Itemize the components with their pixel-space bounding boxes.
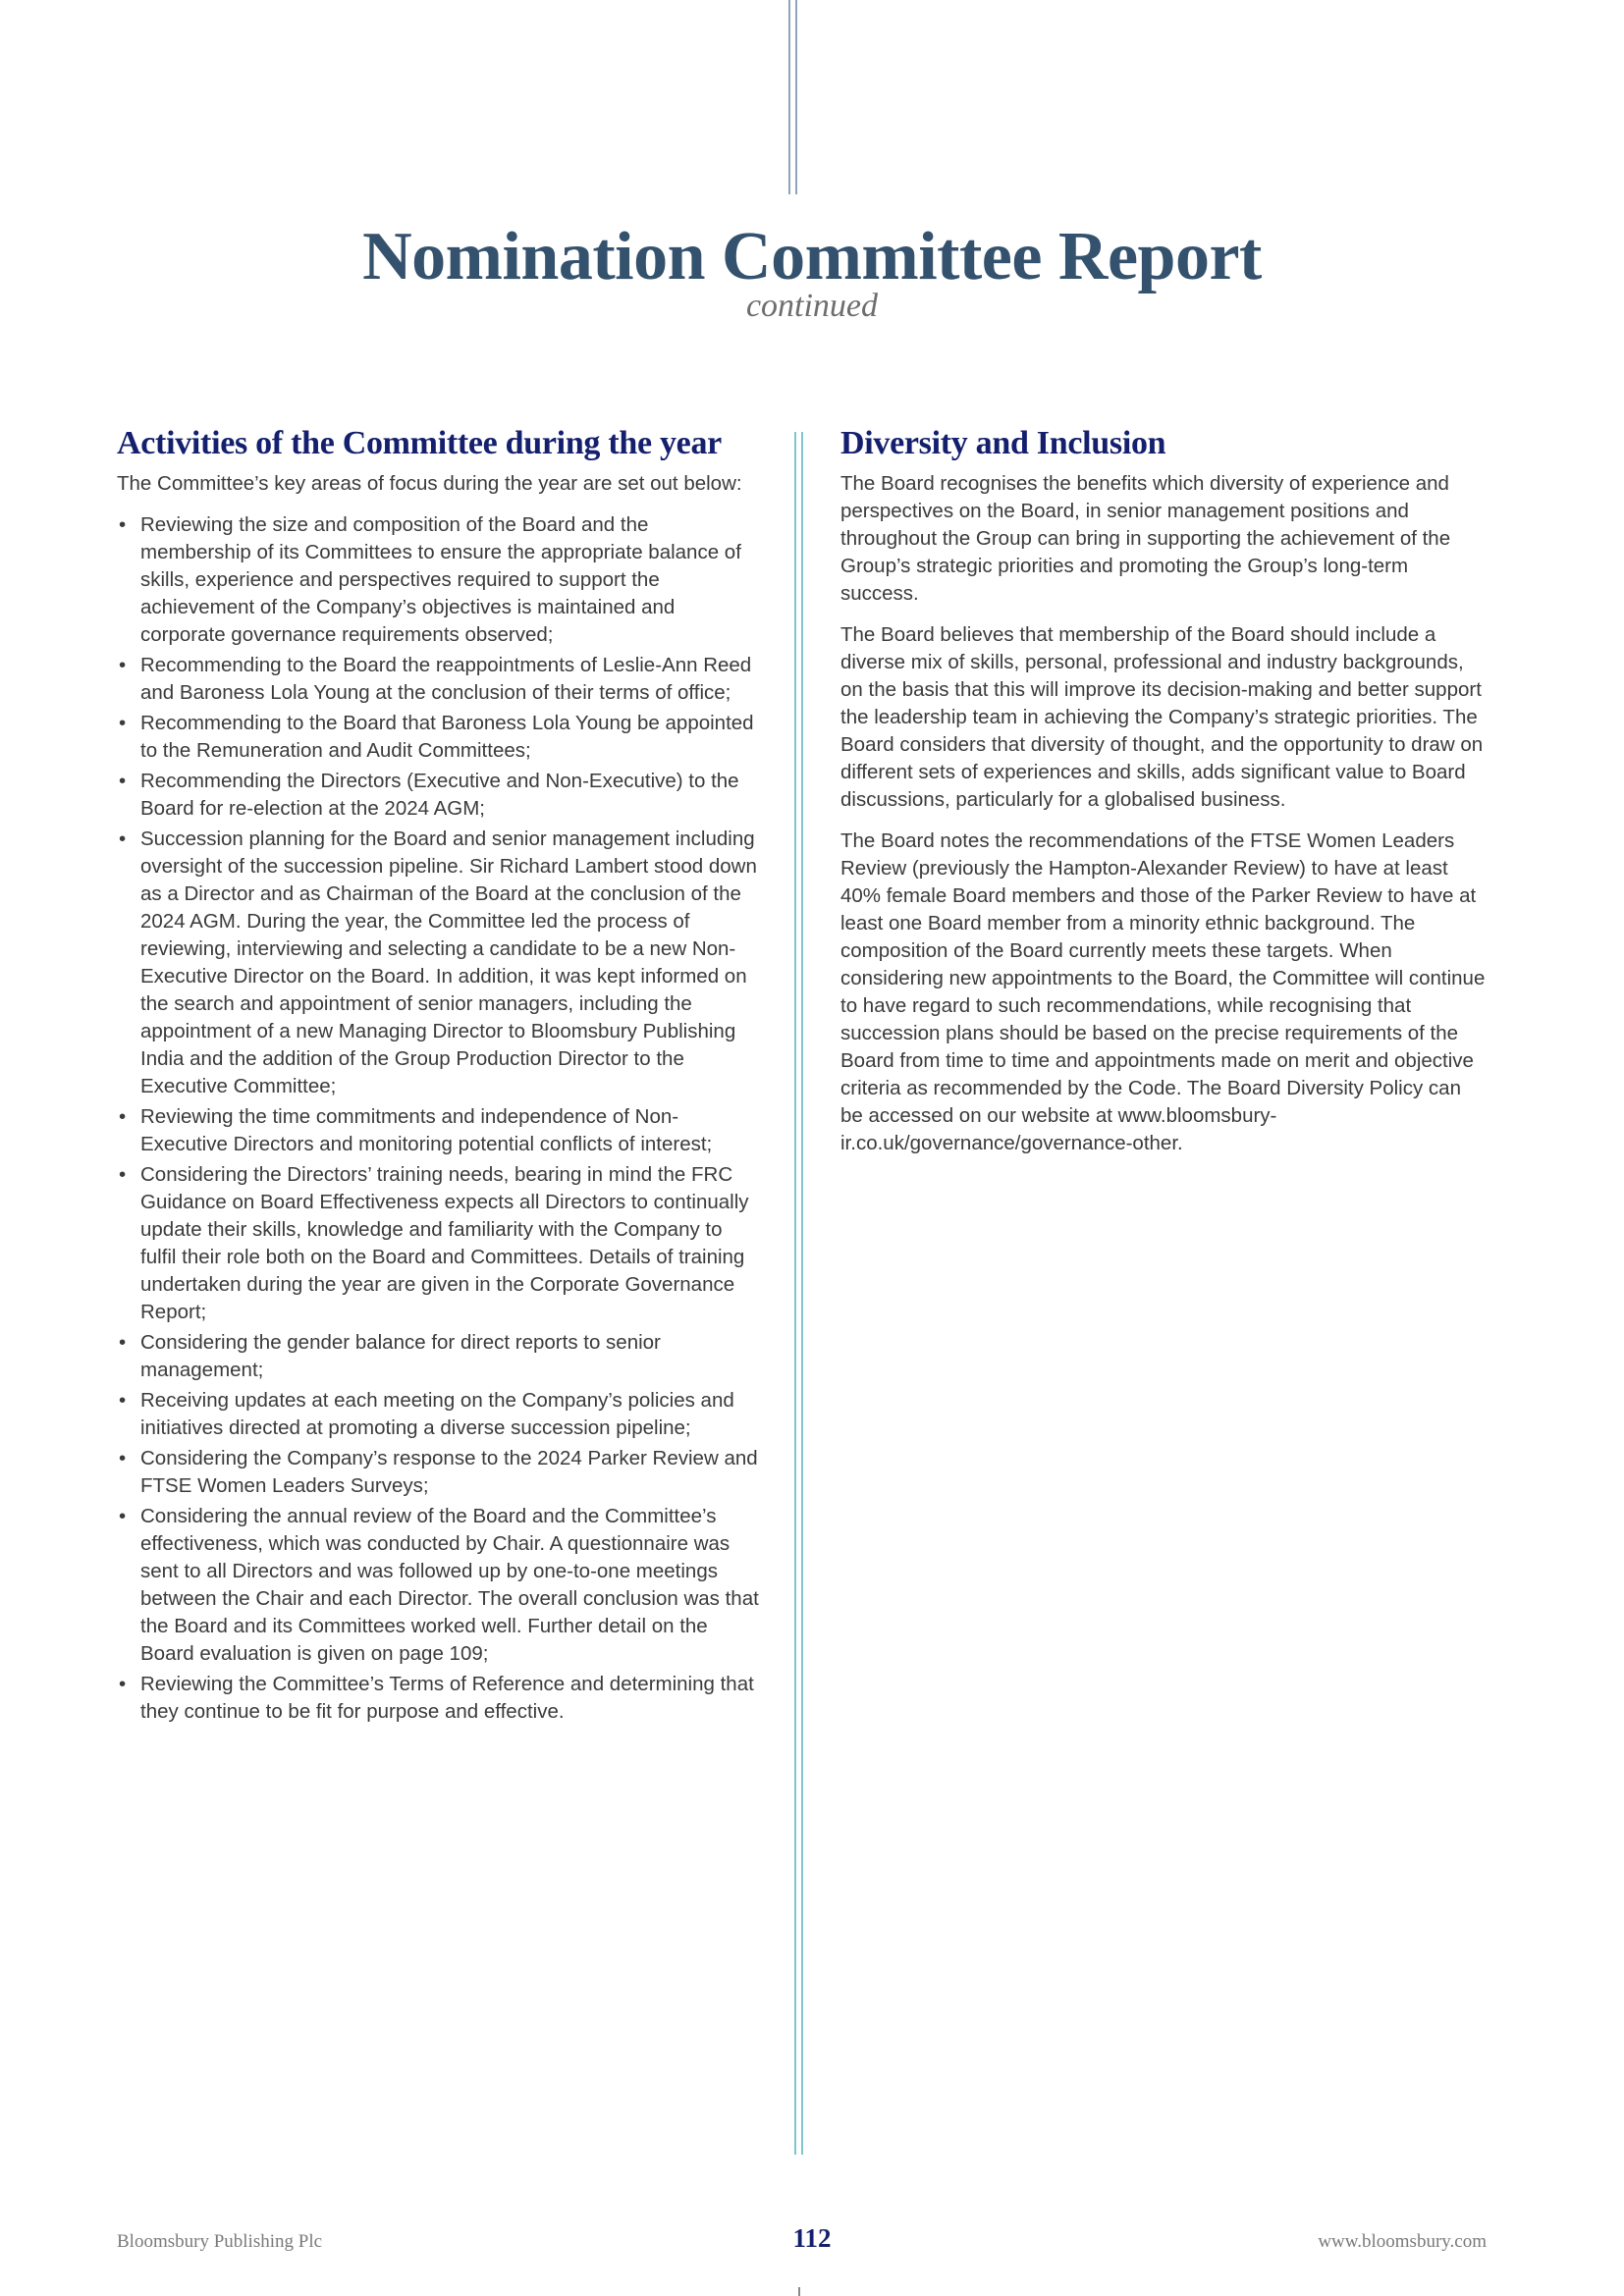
list-item: • Considering the Directors’ training needs, bearing in mind the FRC Guidance on Board Effectiveness expects all Directors to continually update their skills, knowledge and familiarity with the Company to fulfil their role both on the Board and Committees. Details of training undertaken during the year are given in the Corporate Governance Report; [119,1163,749,1323]
list-item: • Recommending to the Board the reappointments of Leslie-Ann Reed and Baroness Lola Young at the conclusion of their terms of office; [119,654,752,704]
activities-list [117,511,761,1726]
list-item: • Reviewing the size and composition of the Board and the membership of its Committees to ensure the appropriate balance of skills, experience and perspectives required to support the achievement of the Company’s objectives is maintained and corporate governance requirements observed; [119,513,741,646]
diversity-column [840,422,1489,1171]
bullet-icon: • [119,1105,127,1128]
footer-company: Bloomsbury Publishing Plc [117,2231,323,2252]
bullet-icon: • [119,1331,127,1354]
activities-heading: Activities of the Committee during the year [117,425,722,461]
list-item: • Considering the gender balance for direct reports to senior management; [119,1331,661,1381]
bullet-icon: • [119,513,127,536]
activities-intro: The Committee’s key areas of focus during the year are set out below: [117,472,742,495]
page-subtitle: continued [745,288,879,324]
list-item: • Reviewing the time commitments and independence of Non-Executive Directors and monitoring potential conflicts of interest; [119,1105,713,1155]
activities-column [117,422,761,1729]
list-item: • Succession planning for the Board and senior management including oversight of the succession pipeline. Sir Richard Lambert stood down as a Director and as Chairman of the Board at the conclusion of the 2024 AGM. During the year, the Committee led the process of reviewing, interviewing and selecting a candidate to be a new Non-Executive Director on the Board. In addition, it was kept informed on the search and appointment of senior managers, including the appointment of a new Managing Director to Bloomsbury Publishing India and the addition of the Group Production Director to the Executive Committee; [119,828,757,1097]
list-item: • Considering the Company’s response to the 2024 Parker Review and FTSE Women Leaders Surveys; [119,1447,758,1497]
column-divider [794,432,804,2155]
diversity-paragraph: The Board believes that membership of the Board should include a diverse mix of skills, personal, professional and industry backgrounds, on the basis that this will improve its decision-making and better support the leadership team in achieving the Company’s strategic priorities. The Board considers that diversity of thought, and the opportunity to draw on different sets of experiences and skills, adds significant value to Board discussions, particularly for a globalised business. [840,623,1484,811]
bullet-icon: • [119,770,127,792]
bullet-icon: • [119,1673,127,1695]
bullet-icon: • [119,654,127,676]
list-item: • Recommending the Directors (Executive and Non-Executive) to the Board for re-election at the 2024 AGM; [119,770,739,820]
bullet-icon: • [119,1389,127,1412]
bullet-icon: • [119,1447,127,1469]
bullet-icon: • [119,712,127,734]
list-item: • Recommending to the Board that Baroness Lola Young be appointed to the Remuneration and Audit Committees; [119,712,754,762]
list-item: • Reviewing the Committee’s Terms of Reference and determining that they continue to be fit for purpose and effective. [119,1673,754,1723]
bullet-icon: • [119,1163,127,1186]
bullet-icon: • [119,1505,127,1527]
bullet-icon: • [119,828,127,850]
footer-website: www.bloomsbury.com [1318,2231,1487,2252]
diversity-paragraph: The Board recognises the benefits which diversity of experience and perspectives on the Board, in senior management positions and throughout the Group can bring in supporting the achievement of the Group’s strategic priorities and promoting the Group’s long-term success. [840,472,1451,605]
diversity-paragraph: The Board notes the recommendations of the FTSE Women Leaders Review (previously the Hampton-Alexander Review) to have at least 40% female Board members and those of the Parker Review to have at least one Board member from a minority ethnic background. The composition of the Board currently meets these targets. When considering new appointments to the Board, the Committee will continue to have regard to such recommendations, while recognising that succession plans should be based on the precise requirements of the Board from time to time and appointments made on merit and objective criteria as recommended by the Code. The Board Diversity Policy can be accessed on our website at www.bloomsbury-ir.co.uk/governance/governance-other. [840,829,1486,1154]
list-item: • Receiving updates at each meeting on the Company’s policies and initiatives directed at promoting a diverse succession pipeline; [119,1389,734,1439]
diversity-heading: Diversity and Inclusion [840,425,1166,461]
top-decorative-rule [788,0,798,194]
page-title: Nomination Committee Report [362,219,1262,294]
page-number: 112 [792,2223,832,2253]
list-item: • Considering the annual review of the Board and the Committee’s effectiveness, which was conducted by Chair. A questionnaire was sent to all Directors and was followed up by one-to-one meetings between the Chair and each Director. The overall conclusion was that the Board and its Committees worked well. Further detail on the Board evaluation is given on page 109; [119,1505,759,1665]
bottom-decorative-rule [798,2287,800,2296]
